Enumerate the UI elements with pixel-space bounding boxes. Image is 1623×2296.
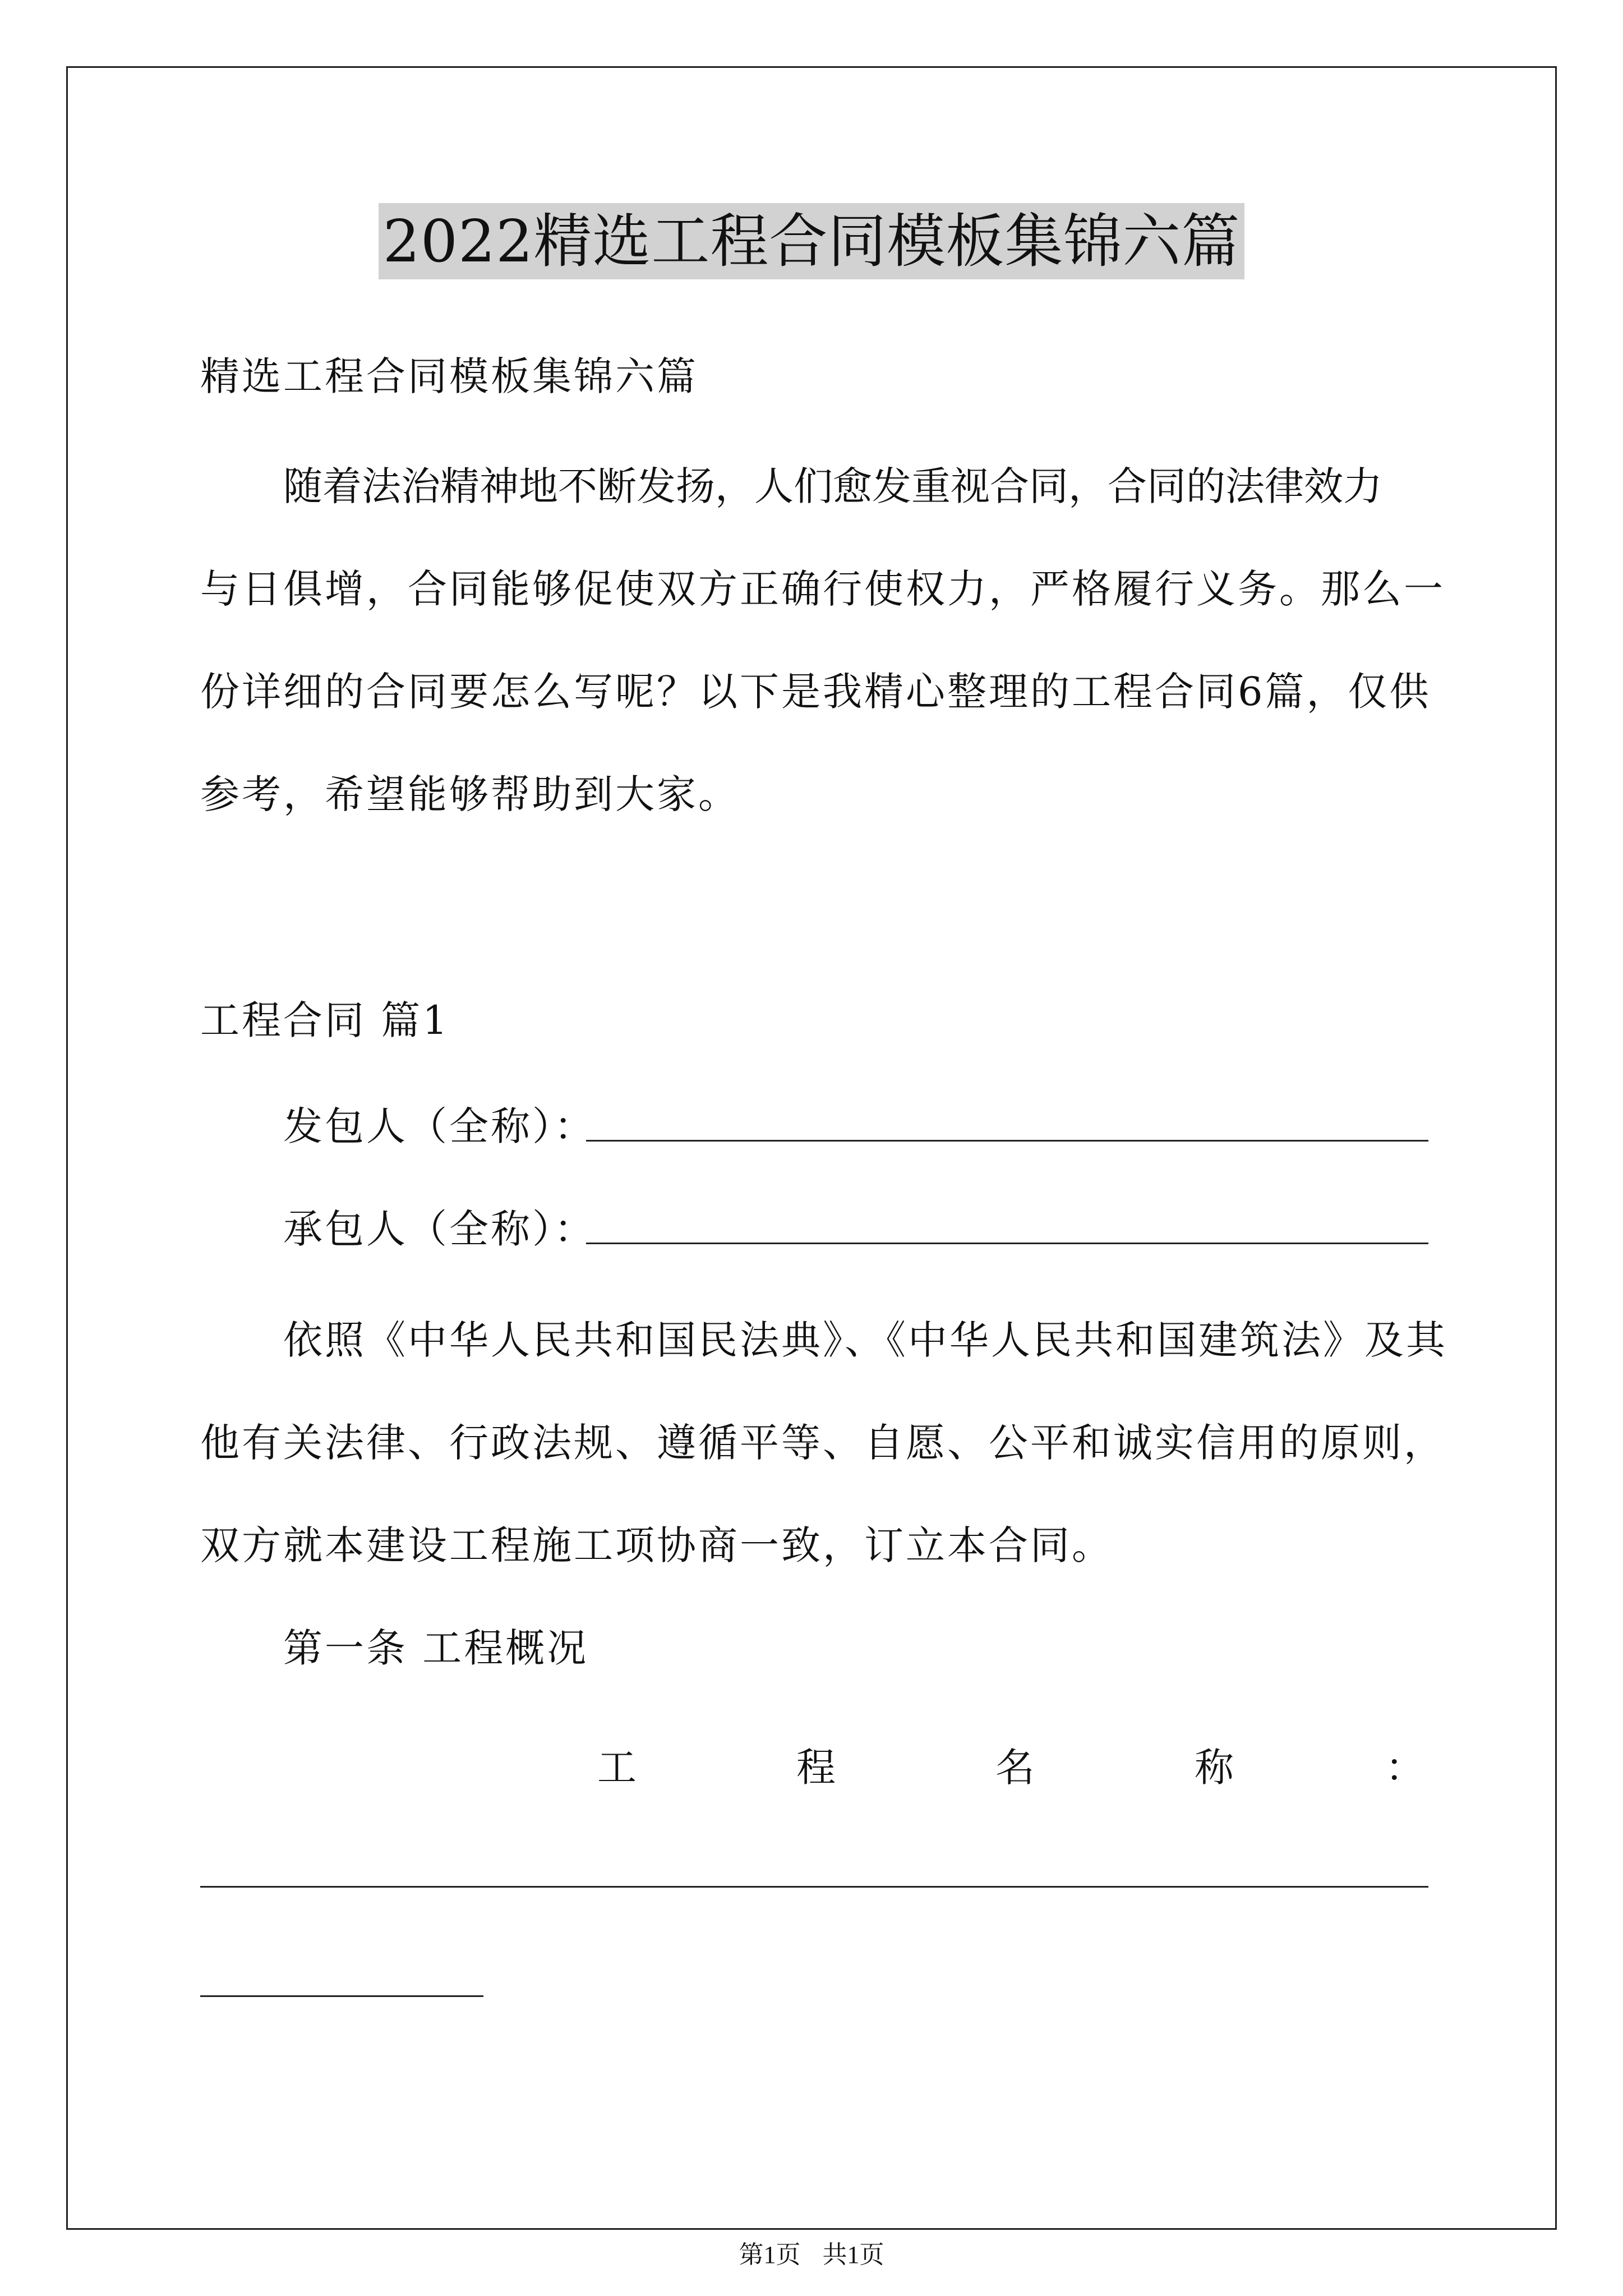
basis-line-2: 他有关法律、行政法规、遵循平等、自愿、公平和诚实信用的原则， [200,1420,1445,1466]
document-title: 2022精选工程合同模板集锦六篇 [379,203,1245,279]
contractor-name-blank[interactable] [586,1243,1428,1244]
intro-line-2: 与日俱增，合同能够促使双方正确行使权力，严格履行义务。那么一 [200,566,1445,612]
contractor-label: 承包人（全称）： [283,1206,596,1252]
article-one-heading: 第一条 工程概况 [283,1625,589,1671]
basis-line-3: 双方就本建设工程施工项协商一致，订立本合同。 [200,1522,1113,1568]
intro-line-1-text: 随着法治精神地不断发扬，人们愈发重视合同，合同的法律效力 [283,463,1382,509]
employer-name-blank[interactable] [586,1140,1428,1142]
employer-row [283,1101,596,1152]
page-footer [0,2238,1623,2272]
project-name-char-2: 程 [796,1745,836,1791]
title-container [0,203,1623,279]
project-name-blank-line-2[interactable] [200,1995,483,1997]
project-name-char-4: 称 [1195,1745,1234,1791]
document-subtitle: 精选工程合同模板集锦六篇 [200,353,698,399]
section-heading: 工程合同 篇1 [200,997,450,1043]
page-number-current: 第1页 [739,2241,801,2269]
contractor-row [283,1204,596,1254]
project-name-char-3: 名 [995,1745,1035,1791]
project-name-colon: ： [1385,1745,1424,1791]
project-name-char-1: 工 [597,1745,637,1791]
intro-line-1 [200,461,1428,512]
intro-line-4: 参考，希望能够帮助到大家。 [200,771,740,817]
project-name-blank-line-1[interactable] [200,1886,1428,1888]
intro-line-3: 份详细的合同要怎么写呢？以下是我精心整理的工程合同6篇，仅供 [200,669,1431,715]
project-name-label [0,1742,1623,1793]
page-number-total: 共1页 [822,2241,884,2269]
employer-label: 发包人（全称）： [283,1103,596,1149]
basis-line-1: 依照《中华人民共和国民法典》、《中华人民共和国建筑法》及其 [283,1317,1447,1363]
